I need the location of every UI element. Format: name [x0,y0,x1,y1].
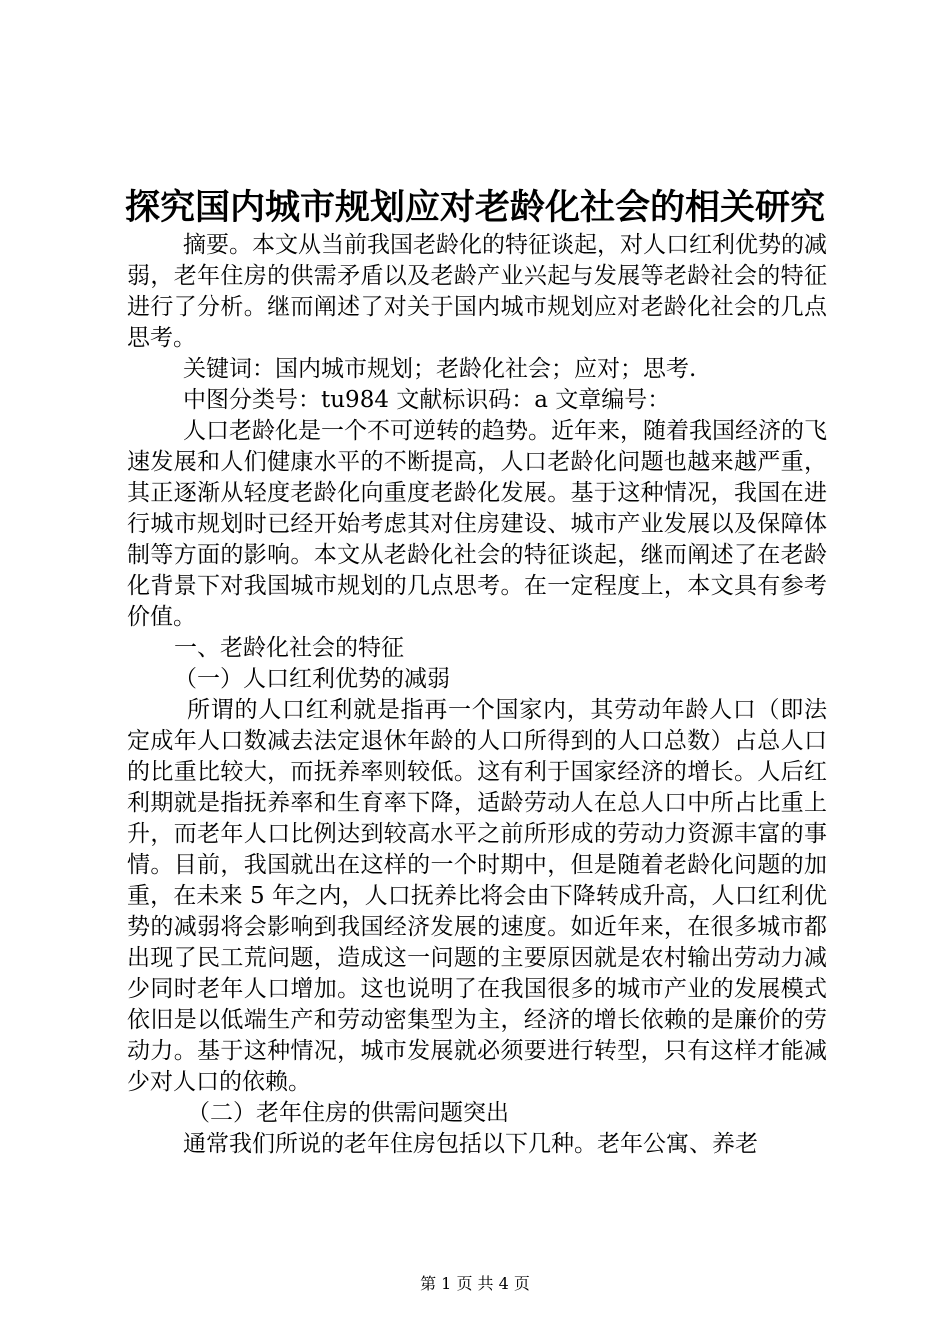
classification-line: 中图分类号：tu984 文献标识码：a 文章编号： [183,387,671,413]
document-body [127,230,827,1160]
document-title: 探究国内城市规划应对老龄化社会的相关研究 [124,188,825,228]
subsection-heading: （二）老年住房的供需问题突出 [187,1100,509,1126]
section-heading: 一、老龄化社会的特征 [174,635,404,661]
page-footer: 第 1 页 共 4 页 [420,1274,530,1293]
subsection-heading: （一）人口红利优势的减弱 [174,666,450,692]
body-paragraph: 通常我们所说的老年住房包括以下几种。老年公寓、养老 [183,1131,758,1157]
body-paragraph: 所谓的人口红利就是指再一个国家内，其劳动年龄人口（即法定成年人口数减去法定退休年龄的人口所得到的人口总数）占总人口的比重比较大，而抚养率则较低。这有利于国家经济的增长。人后红利期就是指抚养率和生育率下降，适龄劳动人在总人口中所占比重上升，而老年人口比例达到较高水平之前所形成的劳动力资源丰富的事情。目前，我国就出在这样的一个时期中，但是随着老龄化问题的加重，在未来 5 年之内，人口抚养比将会由下降转成升高，人口红利优势的减弱将会影响到我国经济发展的速度。如近年来，在很多城市都出现了民工荒问题，造成这一问题的主要原因就是农村输出劳动力减少同时老年人口增加。这也说明了在我国很多的城市产业的发展模式依旧是以低端生产和劳动密集型为主，经济的增长依赖的是廉价的劳动力。基于这种情况，城市发展就必须要进行转型，只有这样才能减少对人口的依赖。 [127,697,827,1095]
abstract-paragraph: 摘要。本文从当前我国老龄化的特征谈起，对人口红利优势的减弱，老年住房的供需矛盾以及老龄产业兴起与发展等老龄社会的特征进行了分析。继而阐述了对关于国内城市规划应对老龄化社会的几点思考。 [127,232,827,351]
intro-paragraph: 人口老龄化是一个不可逆转的趋势。近年来，随着我国经济的飞速发展和人们健康水平的不断提高，人口老龄化问题也越来越严重，其正逐渐从轻度老龄化向重度老龄化发展。基于这种情况，我国在进行城市规划时已经开始考虑其对住房建设、城市产业发展以及保障体制等方面的影响。本文从老龄化社会的特征谈起，继而阐述了在老龄化背景下对我国城市规划的几点思考。在一定程度上，本文具有参考价值。 [127,418,827,630]
keywords-line: 关键词：国内城市规划；老龄化社会；应对；思考. [183,356,697,382]
